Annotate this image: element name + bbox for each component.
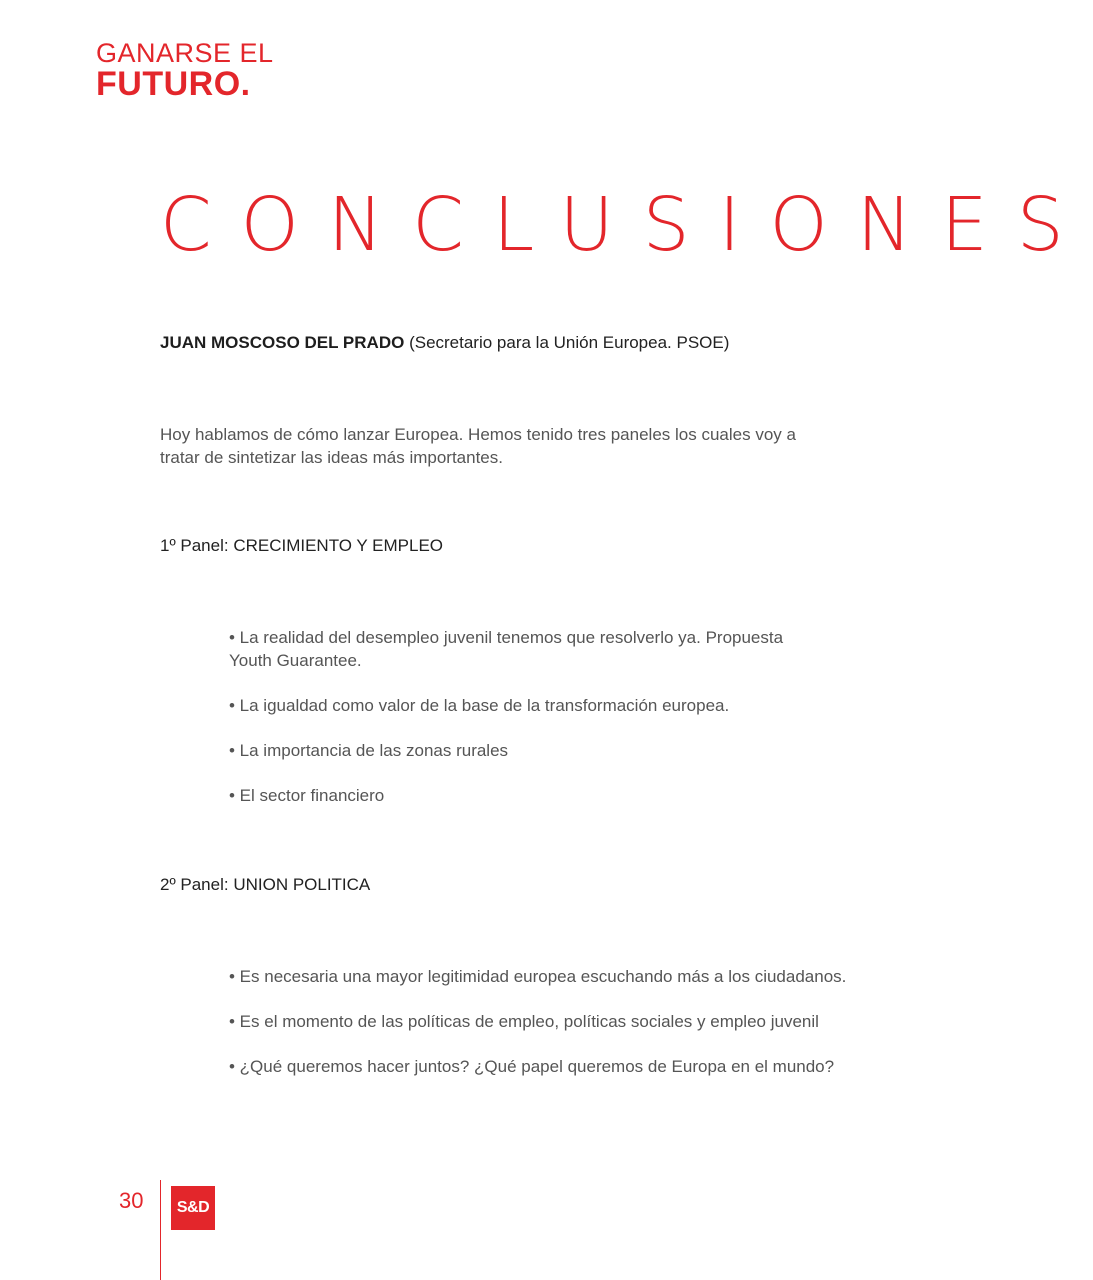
footer-divider [160, 1180, 161, 1280]
brand-logo [96, 40, 274, 101]
sd-logo: S&D [171, 1186, 215, 1230]
speaker-role: (Secretario para la Unión Europea. PSOE) [409, 333, 730, 352]
brand-line-1: GANARSE EL [96, 38, 274, 68]
list-item: • El sector financiero [229, 786, 385, 805]
list-item: • La realidad del desempleo juvenil tenemos que resolverlo ya. Propuesta Youth Guarantee. [229, 628, 784, 670]
brand-line-2: FUTURO. [96, 65, 251, 103]
speaker-name: JUAN MOSCOSO DEL PRADO [160, 333, 405, 352]
page-title: CONCLUSIONES [160, 182, 1093, 268]
panel-1-heading: 1º Panel: CRECIMIENTO Y EMPLEO [160, 536, 444, 555]
panel-2-bullets [229, 965, 849, 1100]
intro-paragraph: Hoy hablamos de cómo lanzar Europea. Hemos tenido tres paneles los cuales voy a tratar de sintetizar las ideas más importantes. [160, 425, 796, 467]
list-item: • Es necesaria una mayor legitimidad europea escuchando más a los ciudadanos. [229, 967, 847, 986]
list-item: • Es el momento de las políticas de empleo, políticas sociales y empleo juvenil [229, 1012, 819, 1031]
list-item: • La importancia de las zonas rurales [229, 741, 509, 760]
panel-2-heading: 2º Panel: UNION POLITICA [160, 875, 371, 894]
speaker-line [160, 333, 729, 353]
panel-1-bullets [229, 626, 829, 829]
list-item: • La igualdad como valor de la base de la transformación europea. [229, 696, 730, 715]
list-item: • ¿Qué queremos hacer juntos? ¿Qué papel queremos de Europa en el mundo? [229, 1057, 835, 1076]
page-number: 30 [119, 1188, 144, 1213]
